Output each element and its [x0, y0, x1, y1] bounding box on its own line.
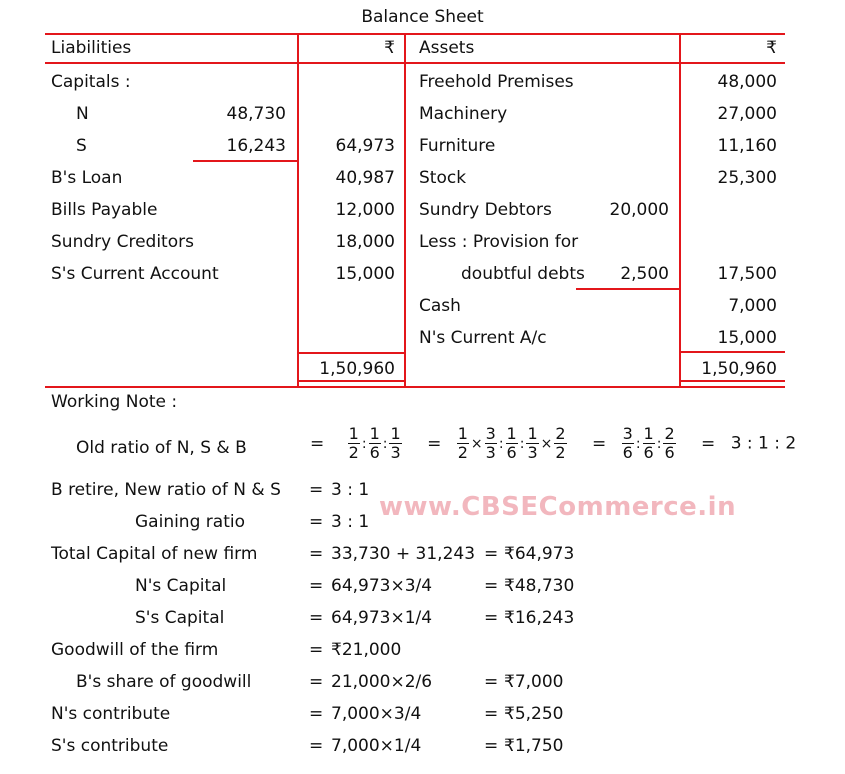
- fraction: $\frac{3}{3}$: [485, 424, 496, 462]
- wn-label: N's contribute: [51, 704, 171, 724]
- equals-sign: =: [427, 433, 442, 454]
- liabilities-total: 1,50,960: [319, 359, 395, 379]
- wn-equals: =: [309, 512, 324, 532]
- wn-expression: 7,000×3/4: [331, 704, 422, 724]
- header-liabilities: Liabilities: [51, 38, 132, 58]
- wn-result: ₹16,243: [504, 608, 575, 628]
- old-ratio-label: Old ratio of N, S & B: [76, 438, 247, 458]
- asset-row-amount: 15,000: [717, 328, 777, 348]
- fraction: $\frac{3}{6}$: [622, 424, 633, 462]
- capital-subtotal-line: [193, 160, 298, 162]
- fraction: $\frac{1}{3}$: [390, 424, 401, 462]
- old-ratio-expression: = $\frac{1}{2}$ : $\frac{1}{6}$ : $\frac{1}{3}$ = $\frac{1}{2}$ × $\frac{3}{3}$ : $\frac{1}{6}$ : $\frac{1}{3}$ × $\frac{2}{2}$ = $\frac{3}{6}$ : $\frac{1}{6}$ : $\frac{2}{6}$ = 3 : 1 : 2: [310, 424, 797, 462]
- capital-s-value: 16,243: [226, 136, 286, 156]
- capitals-total: 64,973: [335, 136, 395, 156]
- wn-expression: 3 : 1: [331, 512, 370, 532]
- fraction: $\frac{1}{2}$: [348, 424, 359, 462]
- wn-equals: =: [484, 576, 499, 596]
- fraction: $\frac{1}{6}$: [643, 424, 654, 462]
- capital-n-value: 48,730: [226, 104, 286, 124]
- wn-result: ₹7,000: [504, 672, 564, 692]
- provision-label: Less : Provision for: [419, 232, 579, 252]
- wn-result: ₹48,730: [504, 576, 575, 596]
- liability-row-amount: 15,000: [335, 264, 395, 284]
- working-note-heading: Working Note :: [51, 392, 178, 412]
- wn-result: ₹5,250: [504, 704, 564, 724]
- sundry-debtors-value: 20,000: [609, 200, 669, 220]
- wn-expression: 3 : 1: [331, 480, 370, 500]
- wn-equals: =: [484, 544, 499, 564]
- wn-equals: =: [309, 480, 324, 500]
- watermark-logo: www.CBSECommerce.in: [379, 492, 737, 522]
- old-ratio-result: 3 : 1 : 2: [730, 433, 797, 454]
- asset-row-label: Stock: [419, 168, 467, 188]
- wn-result: ₹64,973: [504, 544, 575, 564]
- asset-row-amount: 11,160: [717, 136, 777, 156]
- fraction: $\frac{2}{2}$: [555, 424, 566, 462]
- wn-label: S's contribute: [51, 736, 169, 756]
- wn-label: B's share of goodwill: [76, 672, 252, 692]
- fraction: $\frac{1}{3}$: [527, 424, 538, 462]
- wn-expression: 21,000×2/6: [331, 672, 433, 692]
- liability-row-label: S's Current Account: [51, 264, 219, 284]
- liability-row-amount: 40,987: [335, 168, 395, 188]
- debtors-net-amount: 17,500: [717, 264, 777, 284]
- fraction: $\frac{1}{6}$: [369, 424, 380, 462]
- liability-row-label: B's Loan: [51, 168, 123, 188]
- liability-row-label: Bills Payable: [51, 200, 158, 220]
- wn-label: Total Capital of new firm: [51, 544, 258, 564]
- wn-equals: =: [484, 672, 499, 692]
- sundry-debtors-label: Sundry Debtors: [419, 200, 552, 220]
- fraction: $\frac{1}{6}$: [506, 424, 517, 462]
- asset-row-label: Furniture: [419, 136, 496, 156]
- header-liab-rupee: ₹: [384, 38, 395, 58]
- header-assets: Assets: [419, 38, 475, 58]
- liability-row-amount: 12,000: [335, 200, 395, 220]
- liability-row-amount: 18,000: [335, 232, 395, 252]
- asset-row-amount: 27,000: [717, 104, 777, 124]
- header-asset-rupee: ₹: [766, 38, 777, 58]
- wn-equals: =: [309, 544, 324, 564]
- wn-expression: 33,730 + 31,243: [331, 544, 476, 564]
- debtors-subtotal-line: [576, 288, 680, 290]
- assets-total: 1,50,960: [701, 359, 777, 379]
- wn-equals: =: [309, 640, 324, 660]
- liab-total-bottom: [297, 380, 405, 382]
- liab-total-top: [297, 352, 405, 354]
- wn-label: S's Capital: [135, 608, 225, 628]
- doubtful-debts-label: doubtful debts: [461, 264, 585, 284]
- asset-total-top: [680, 351, 785, 353]
- equals-sign: =: [310, 433, 325, 454]
- wn-equals: =: [309, 672, 324, 692]
- fraction: $\frac{2}{6}$: [664, 424, 675, 462]
- asset-row-amount: 48,000: [717, 72, 777, 92]
- wn-equals: =: [484, 704, 499, 724]
- fraction: $\frac{1}{2}$: [457, 424, 468, 462]
- wn-equals: =: [309, 576, 324, 596]
- table-top-border: [45, 33, 785, 35]
- wn-label: N's Capital: [135, 576, 227, 596]
- wn-expression: 7,000×1/4: [331, 736, 422, 756]
- asset-row-label: N's Current A/c: [419, 328, 547, 348]
- wn-equals: =: [484, 736, 499, 756]
- page-title: Balance Sheet: [361, 7, 484, 27]
- wn-equals: =: [309, 608, 324, 628]
- equals-sign: =: [701, 433, 716, 454]
- col-divider-asset-amount: [679, 33, 681, 387]
- asset-row-label: Machinery: [419, 104, 508, 124]
- table-bottom-border: [45, 386, 785, 388]
- capital-n-label: N: [76, 104, 89, 124]
- wn-expression: ₹21,000: [331, 640, 402, 660]
- wn-label: B retire, New ratio of N & S: [51, 480, 281, 500]
- wn-expression: 64,973×1/4: [331, 608, 433, 628]
- liability-row-label: Sundry Creditors: [51, 232, 194, 252]
- capital-s-label: S: [76, 136, 87, 156]
- wn-label: Goodwill of the firm: [51, 640, 219, 660]
- asset-row-label: Freehold Premises: [419, 72, 574, 92]
- asset-row-amount: 25,300: [717, 168, 777, 188]
- wn-label: Gaining ratio: [135, 512, 245, 532]
- asset-row-amount: 7,000: [728, 296, 777, 316]
- col-divider-center: [404, 33, 406, 387]
- header-bottom-border: [45, 62, 785, 64]
- wn-expression: 64,973×3/4: [331, 576, 433, 596]
- wn-equals: =: [309, 704, 324, 724]
- wn-result: ₹1,750: [504, 736, 564, 756]
- doubtful-debts-value: 2,500: [620, 264, 669, 284]
- asset-total-bottom: [680, 380, 785, 382]
- wn-equals: =: [484, 608, 499, 628]
- asset-row-label: Cash: [419, 296, 461, 316]
- capitals-label: Capitals :: [51, 72, 131, 92]
- equals-sign: =: [591, 433, 607, 454]
- col-divider-liab-amount: [297, 33, 299, 387]
- wn-equals: =: [309, 736, 324, 756]
